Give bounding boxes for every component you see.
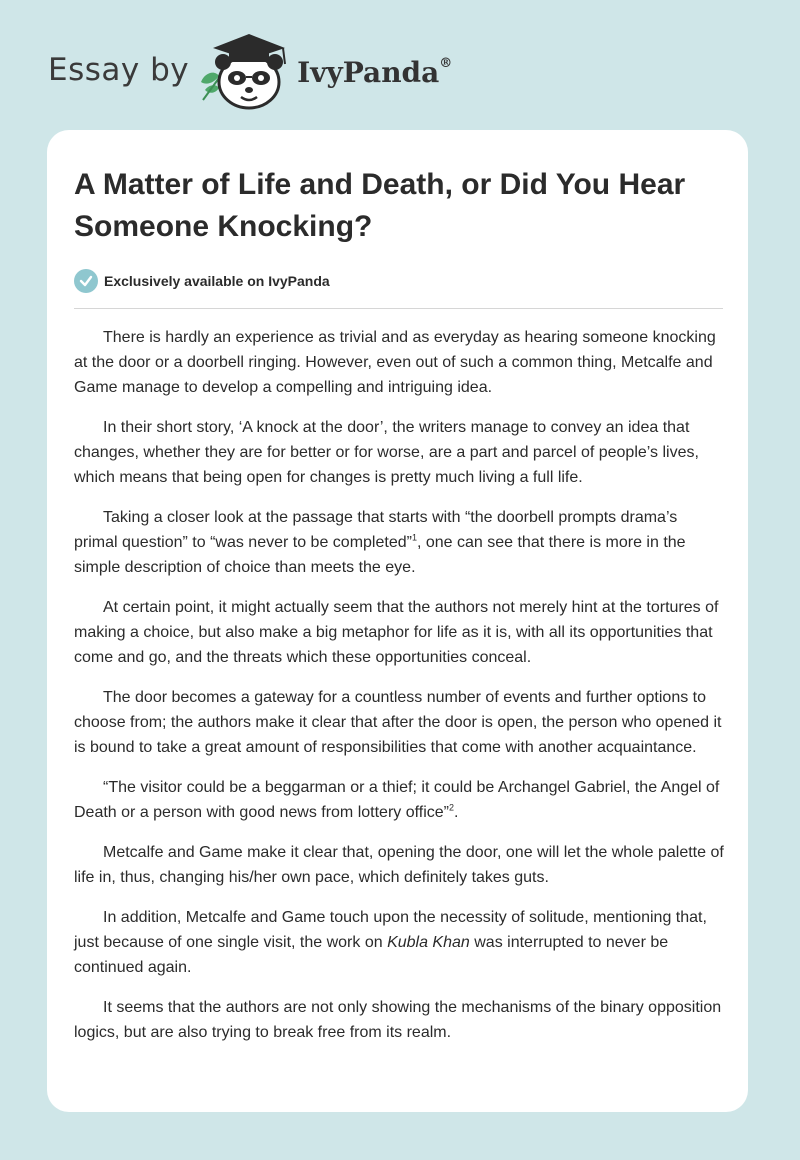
paragraph-6: “The visitor could be a beggarman or a thief; it could be Archangel Gabriel, the Angel of Death or a person with good news from lottery office”$^2$. — [74, 779, 720, 821]
paragraph-5: The door becomes a gateway for a countless number of events and further options to choose from; the authors make it clear that after the door is open, the person who opened it is bound to take a great amount of responsibilities that come with another acquaintance. — [74, 689, 722, 756]
paragraph-1: There is hardly an experience as trivial and as everyday as hearing someone knocking at the door or a doorbell ringing. However, even out of such a common thing, Metcalfe and Game manage to develop a compelling and intriguing idea. — [74, 329, 716, 396]
exclusive-label: Exclusively available on IvyPanda — [104, 273, 330, 289]
essay-card — [47, 130, 748, 1112]
paragraph-2: In their short story, ‘A knock at the door’, the writers manage to convey an idea that changes, whether they are for better or for worse, are a part and parcel of people’s lives, which means that being open for changes is pretty much living a full life. — [74, 419, 699, 486]
divider — [74, 308, 723, 309]
paragraph-3: Taking a closer look at the passage that starts with “the doorbell prompts drama’s primal question” to “was never to be completed”$^1$, one can see that there is more in the simple description of choice than meets the eye. — [74, 509, 686, 576]
footnote-ref-1[interactable]: 1 — [411, 532, 417, 543]
brand-name[interactable]: IvyPanda® — [297, 55, 453, 89]
work-title: Kubla Khan — [387, 934, 470, 951]
panda-graduation-cap-icon[interactable] — [199, 30, 295, 110]
essay-by-label: Essay by — [48, 52, 190, 88]
essay-body — [74, 325, 724, 1045]
paragraph-4: At certain point, it might actually seem that the authors not merely hint at the tortures of making a choice, but also make a big metaphor for life as it is, with all its opportunities that come and go, and the threats which these opportunities conceal. — [74, 599, 719, 666]
exclusive-badge — [74, 268, 722, 294]
check-circle-icon — [74, 269, 98, 293]
site-header — [48, 30, 452, 110]
paragraph-7: Metcalfe and Game make it clear that, opening the door, one will let the whole palette of life in, thus, changing his/her own pace, which definitely takes guts. — [74, 844, 724, 886]
paragraph-8: In addition, Metcalfe and Game touch upon the necessity of solitude, mentioning that, just because of one single visit, the work on Kubla Khan was interrupted to never be continued again. — [74, 909, 707, 976]
footnote-ref-2[interactable]: 2 — [449, 802, 455, 813]
essay-title: A Matter of Life and Death, or Did You Hear Someone Knocking? — [74, 168, 686, 243]
registered-mark: ® — [439, 56, 453, 72]
paragraph-9: It seems that the authors are not only showing the mechanisms of the binary opposition logics, but are also trying to break free from its realm. — [74, 999, 722, 1041]
